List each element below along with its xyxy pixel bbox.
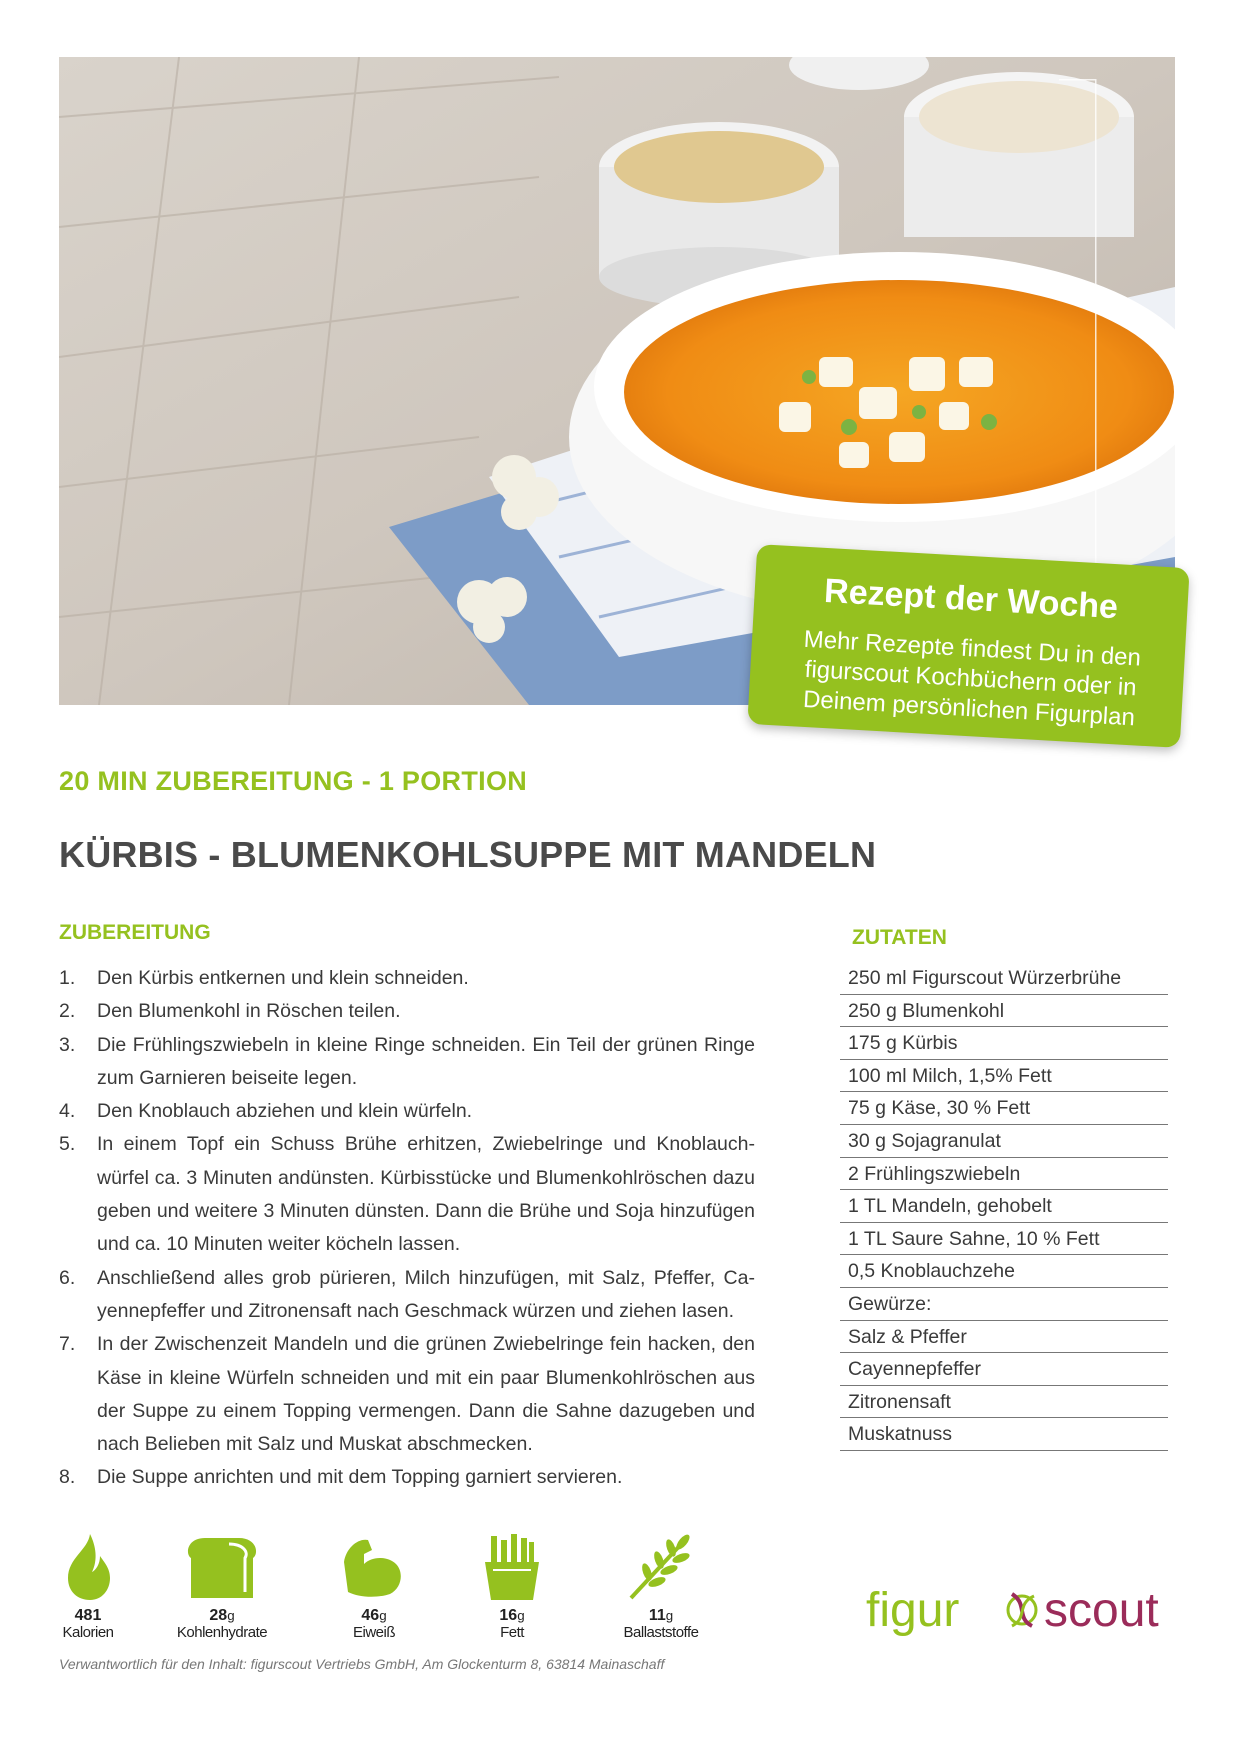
nutrition-protein [314, 1532, 434, 1642]
step-item [59, 1029, 755, 1096]
ingredient-item: Zitronensaft [840, 1386, 1168, 1419]
step-text: Die Suppe anrichten und mit dem Topping garniert servieren. [97, 1466, 623, 1489]
bread-icon [183, 1532, 261, 1602]
footer-imprint: Verwantwortlich für den Inhalt: figurscout Vertriebs GmbH, Am Glockenturm 8, 63814 Mainaschaff [59, 1656, 665, 1672]
nutrition-label: Fett [500, 1624, 524, 1641]
fries-icon [479, 1532, 545, 1602]
muscle-icon [338, 1532, 410, 1602]
recipe-meta: 20 MIN ZUBEREITUNG - 1 PORTION [59, 766, 528, 796]
ingredient-item: 1 TL Saure Sahne, 10 % Fett [840, 1223, 1168, 1256]
flame-icon [58, 1532, 118, 1602]
step-item [59, 995, 755, 1028]
step-text: Den Knoblauch abziehen und klein würfeln. [97, 1100, 473, 1123]
step-text: Anschließend alles grob pürieren, Milch hinzufügen, mit Salz, Pfeffer, Cayennepfeffer und Zitronensaft nach Geschmack würzen und ziehen lasen. [97, 1266, 755, 1322]
logo-text-scout: scout [1044, 1584, 1159, 1637]
badge-text: Mehr Rezepte findest Du in den figurscout Kochbüchern oder in Deinem persönlichen Figurplan [802, 625, 1142, 732]
ingredients-heading: ZUTATEN [852, 926, 947, 949]
nutrition-unit: g [227, 1608, 235, 1623]
nutrition-unit: g [517, 1608, 525, 1623]
nutrition-value: 28 [209, 1607, 228, 1624]
nutrition-calories [28, 1532, 148, 1642]
ingredient-item: 175 g Kürbis [840, 1027, 1168, 1060]
preparation-steps [59, 962, 755, 1495]
ingredient-item: 2 Frühlingszwiebeln [840, 1158, 1168, 1191]
logo-text-figur: figur [866, 1584, 960, 1637]
step-number: 3. [59, 1033, 76, 1056]
nutrition-value: 46 [361, 1607, 380, 1624]
nutrition-fiber [601, 1532, 721, 1642]
nutrition-unit: g [665, 1608, 674, 1623]
step-number: 1. [59, 967, 76, 989]
step-number: 4. [59, 1100, 76, 1123]
wheat-icon [625, 1532, 697, 1602]
step-item [59, 962, 755, 995]
ingredients-list [840, 962, 1168, 1451]
ingredient-item: 75 g Käse, 30 % Fett [840, 1092, 1168, 1125]
step-item [59, 1095, 755, 1128]
recipe-title: KÜRBIS - BLUMENKOHLSUPPE MIT MANDELN [59, 834, 877, 875]
ingredient-item: Muskatnuss [840, 1418, 1168, 1451]
step-number: 2. [59, 1000, 76, 1023]
step-item [59, 1128, 755, 1261]
recipe-of-the-week-badge [747, 544, 1189, 748]
step-number: 6. [59, 1266, 76, 1289]
logo-symbol-icon [1008, 1594, 1036, 1626]
step-text: In der Zwischenzeit Mandeln und die grünen Zwiebelringe fein hacken, den Käse in kleine Würfeln schneiden und mit ein paar Blumenkohlröschen aus der Suppe zu einem Topping vermengen. Dann die Sahne dazugeben und nach Belieben mit Salz und Muskat abschmecken. [97, 1333, 755, 1456]
ingredient-item: Gewürze: [840, 1288, 1168, 1321]
nutrition-value: 11 [648, 1607, 666, 1624]
ingredient-item: Cayennepfeffer [840, 1353, 1168, 1386]
step-number: 7. [59, 1333, 76, 1356]
step-text: In einem Topf ein Schuss Brühe erhitzen, Zwiebelringe und Knoblauchwürfel ca. 3 Minuten andünsten. Kürbisstücke und Blumenkohlröschen dazu geben und weitere 3 Minuten dünsten. Dann die Brühe und Soja hinzufügen und ca. 10 Minuten weiter köcheln lassen. [97, 1133, 755, 1256]
nutrition-carbs [162, 1532, 282, 1642]
step-item [59, 1461, 755, 1494]
nutrition-label: Eiweiß [352, 1624, 395, 1641]
nutrition-label: Ballaststoffe [623, 1624, 699, 1641]
nutrition-label: Kohlenhydrate [176, 1624, 268, 1641]
nutrition-value: 16 [499, 1607, 518, 1624]
step-number: 8. [59, 1466, 76, 1489]
ingredient-item: 0,5 Knoblauchzehe [840, 1255, 1168, 1288]
ingredient-item: 100 ml Milch, 1,5% Fett [840, 1060, 1168, 1093]
nutrition-fat [452, 1532, 572, 1642]
badge-title: Rezept der Woche [823, 571, 1120, 627]
ingredient-item: Salz & Pfeffer [840, 1321, 1168, 1354]
nutrition-value: 481 [74, 1607, 102, 1624]
ingredient-item: 250 ml Figurscout Würzerbrühe [840, 962, 1168, 995]
nutrition-unit: g [379, 1608, 387, 1623]
ingredient-item: 1 TL Mandeln, gehobelt [840, 1190, 1168, 1223]
nutrition-label: Kalorien [62, 1624, 114, 1641]
step-text: Die Frühlingszwiebeln in kleine Ringe schneiden. Ein Teil der grünen Ringe zum Garnieren beiseite legen. [97, 1033, 755, 1089]
ingredient-item: 250 g Blumenkohl [840, 995, 1168, 1028]
step-item [59, 1262, 755, 1329]
figurscout-logo [866, 1574, 1172, 1640]
step-number: 5. [59, 1133, 76, 1156]
step-text: Den Kürbis entkernen und klein schneiden. [97, 967, 469, 989]
preparation-heading: ZUBEREITUNG [59, 921, 211, 944]
step-text: Den Blumenkohl in Röschen teilen. [97, 1000, 401, 1023]
ingredient-item: 30 g Sojagranulat [840, 1125, 1168, 1158]
step-item [59, 1328, 755, 1461]
